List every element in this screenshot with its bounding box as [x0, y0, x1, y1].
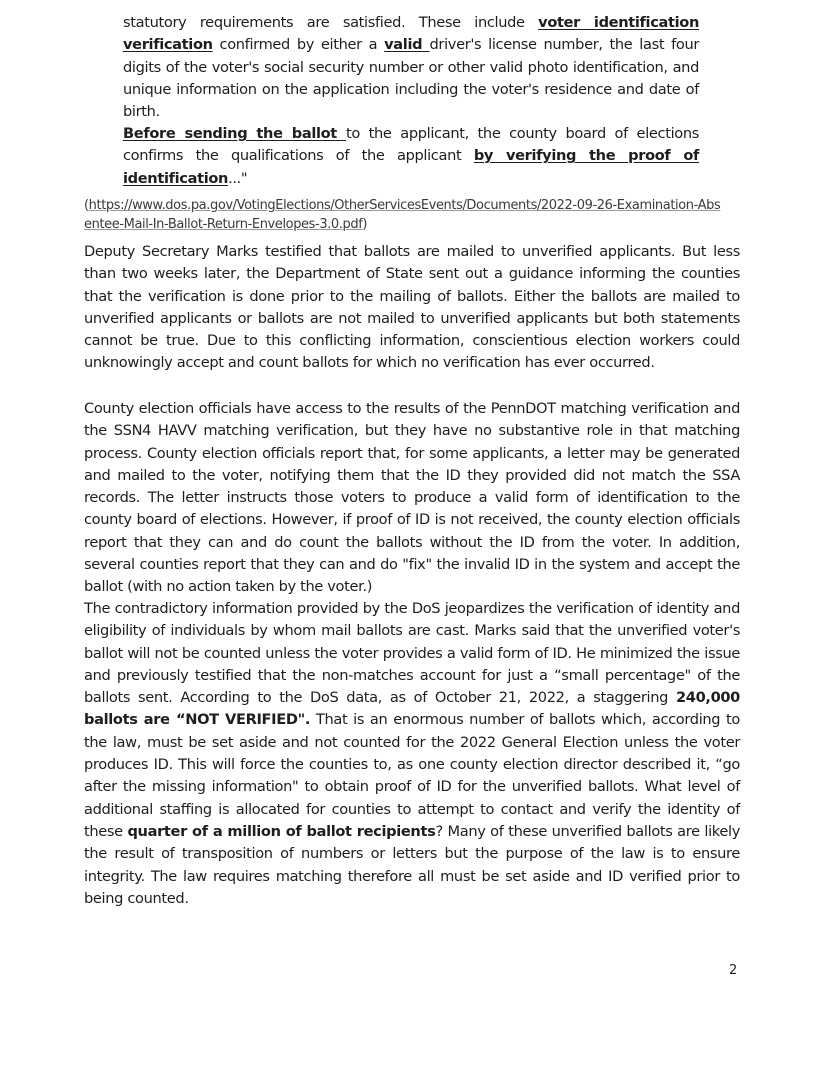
emphasis-before-sending-ballot: Before sending the ballot: [123, 125, 347, 142]
text: The contradictory information provided by the DoS jeopardizes the verification of identity and eligibility of individuals by whom mail ballots are cast. Marks said that the unverified voter's ballot will not be counted unless the voter provides a valid form of ID. He minimized the issue and previously testified that the non-matches account for just a “small percentage" of the ballots sent. According to the DoS data, as of October 21, 2022, a staggering: [84, 600, 740, 707]
emphasis-240000-not-verified: 240,000 ballots are “NOT VERIFIED".: [84, 689, 740, 729]
text: ? Many of these unverified ballots are likely the result of transposition of numbers or letters but the purpose of the law is to ensure integrity. The law requires matching therefore all must be set aside and ID verified prior to being counted.: [84, 822, 740, 907]
page-number: 2: [729, 963, 738, 978]
emphasis-valid: valid: [384, 36, 430, 54]
text: statutory requirements are satisfied. These include: [123, 14, 539, 31]
paragraph-contradictory-information: [84, 598, 740, 910]
text: ...": [228, 169, 248, 187]
paragraph-deputy-secretary-marks: Deputy Secretary Marks testified that ballots are mailed to unverified applicants. But less than two weeks later, the Department of State sent out a guidance informing the counties that the verification is done prior to the mailing of ballots. Either the ballots are mailed to unverified applicants or ballots are not mailed to unverified applicants but both statements cannot be true. Due to this conflicting information, conscientious election workers could unknowingly accept and count ballots for which no verification has ever occurred.: [84, 243, 740, 372]
text: That is an enormous number of ballots which, according to the law, must be set aside and not counted for the 2022 General Election unless the voter produces ID. This will force the counties to, as one county election director described it, “go after the missing information" to obtain proof of ID for the unverified ballots. What level of additional staffing is allocated for counties to attempt to contact and verify the identity of these: [84, 711, 740, 840]
emphasis-verifying-proof-of-identification: by verifying the proof of identification: [123, 147, 700, 187]
emphasis-voter-identification-verification: voter identification verification: [123, 14, 699, 54]
text: confirmed by either a: [212, 36, 385, 54]
paren: ): [362, 217, 368, 232]
quoted-paragraph-1: [123, 12, 699, 123]
paragraph-county-election-officials: County election officials have access to the results of the PennDOT matching verification and the SSN4 HAVV matching verification, but they have no substantive role in that matching process. County election officials report that, for some applicants, a letter may be generated and mailed to the voter, notifying them that the ID they provided did not match the SSA records. The letter instructs those voters to produce a valid form of identification to the county board of elections. However, if proof of ID is not received, the county election officials report that they can and do count the ballots without the ID from the voter. In addition, several counties report that they can and do "fix" the invalid ID in the system and accept the ballot (with no action taken by the voter.): [84, 400, 740, 596]
emphasis-quarter-million-recipients: quarter of a million of ballot recipients: [127, 822, 436, 840]
text: driver's license number, the last four digits of the voter's social security number or other valid photo identification, and unique information on the application including the voter's residence and date of birth.: [123, 36, 699, 121]
text: to the applicant, the county board of elections confirms the qualifications of the applicant: [123, 125, 700, 165]
citation: [84, 196, 724, 234]
paren: (: [84, 198, 89, 213]
citation-link[interactable]: https://www.dos.pa.gov/VotingElections/OtherServicesEvents/Documents/2022-09-26-Examination-Absentee-Mail-In-Ballot-Return-Envelopes-3.0.pdf: [84, 198, 721, 232]
quoted-paragraph-2: [123, 123, 699, 190]
